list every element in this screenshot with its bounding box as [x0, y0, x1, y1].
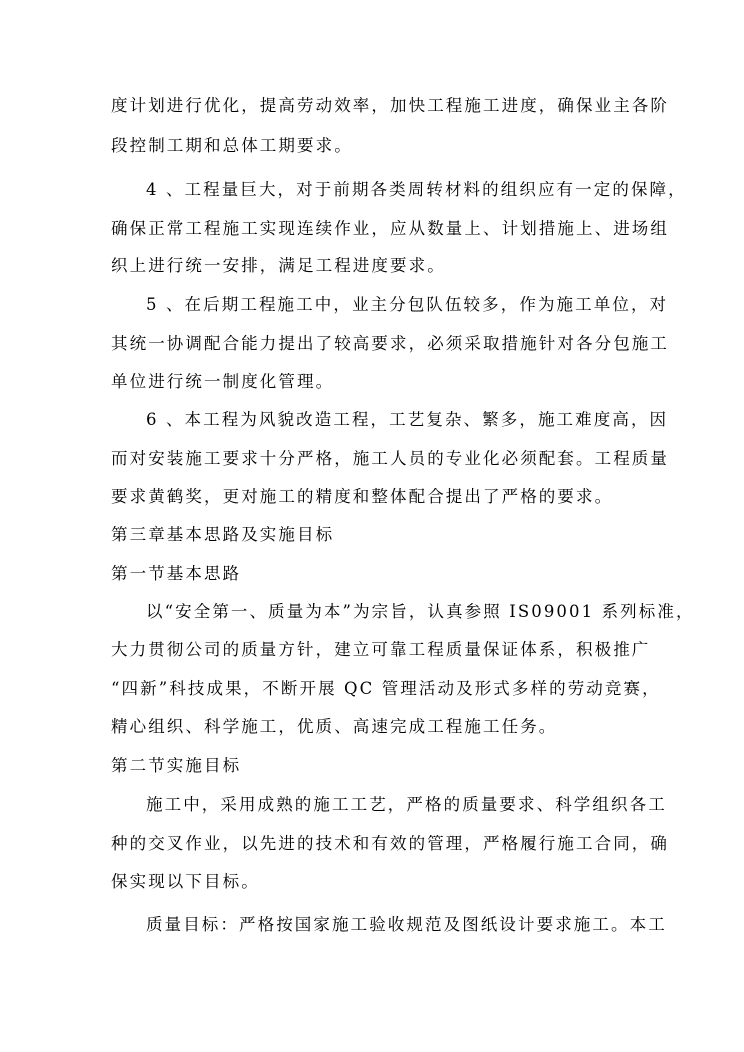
- chapter-heading: 第三章基本思路及实施目标: [111, 525, 335, 544]
- paragraph-quality-target: 质量目标：严格按国家施工验收规范及图纸设计要求施工。本工: [146, 915, 667, 934]
- text-line: 单位进行统一制度化管理。: [111, 372, 335, 391]
- text-line: 而对安装施工要求十分严格，施工人员的专业化必须配套。工程质量: [111, 449, 669, 468]
- paragraph-5-start: 5 、在后期工程施工中，业主分包队伍较多，作为施工单位，对: [146, 295, 669, 314]
- text-line: 确保正常工程施工实现连续作业，应从数量上、计划措施上、进场组: [111, 219, 669, 238]
- text-line: “四新”科技成果，不断开展 QC 管理活动及形式多样的劳动竞赛，: [111, 679, 661, 698]
- text-line: 段控制工期和总体工期要求。: [111, 136, 353, 155]
- paragraph-basic-approach-start: 以“安全第一、质量为本”为宗旨，认真参照 IS09001 系列标准，: [146, 602, 695, 621]
- paragraph-6-start: 6 、本工程为风貌改造工程，工艺复杂、繁多，施工难度高，因: [146, 410, 669, 429]
- text-line: 其统一协调配合能力提出了较高要求，必须采取措施针对各分包施工: [111, 334, 669, 353]
- paragraph-targets-start: 施工中，采用成熟的施工工艺，严格的质量要求、科学组织各工: [146, 795, 667, 814]
- text-line: 大力贯彻公司的质量方针，建立可靠工程质量保证体系，积极推广: [111, 640, 651, 659]
- text-line: 度计划进行优化，提高劳动效率，加快工程施工进度，确保业主各阶: [111, 96, 669, 115]
- paragraph-4-start: 4 、工程量巨大，对于前期各类周转材料的组织应有一定的保障，: [146, 180, 687, 199]
- text-line: 要求黄鹤奖，更对施工的精度和整体配合提出了严格的要求。: [111, 487, 614, 506]
- section-heading-targets: 第二节实施目标: [111, 756, 242, 775]
- text-line: 精心组织、科学施工，优质、高速完成工程施工任务。: [111, 717, 558, 736]
- text-line: 种的交叉作业，以先进的技术和有效的管理，严格履行施工合同，确: [111, 834, 669, 853]
- section-heading-basic-approach: 第一节基本思路: [111, 564, 242, 583]
- text-line: 织上进行统一安排，满足工程进度要求。: [111, 256, 446, 275]
- text-line: 保实现以下目标。: [111, 872, 260, 891]
